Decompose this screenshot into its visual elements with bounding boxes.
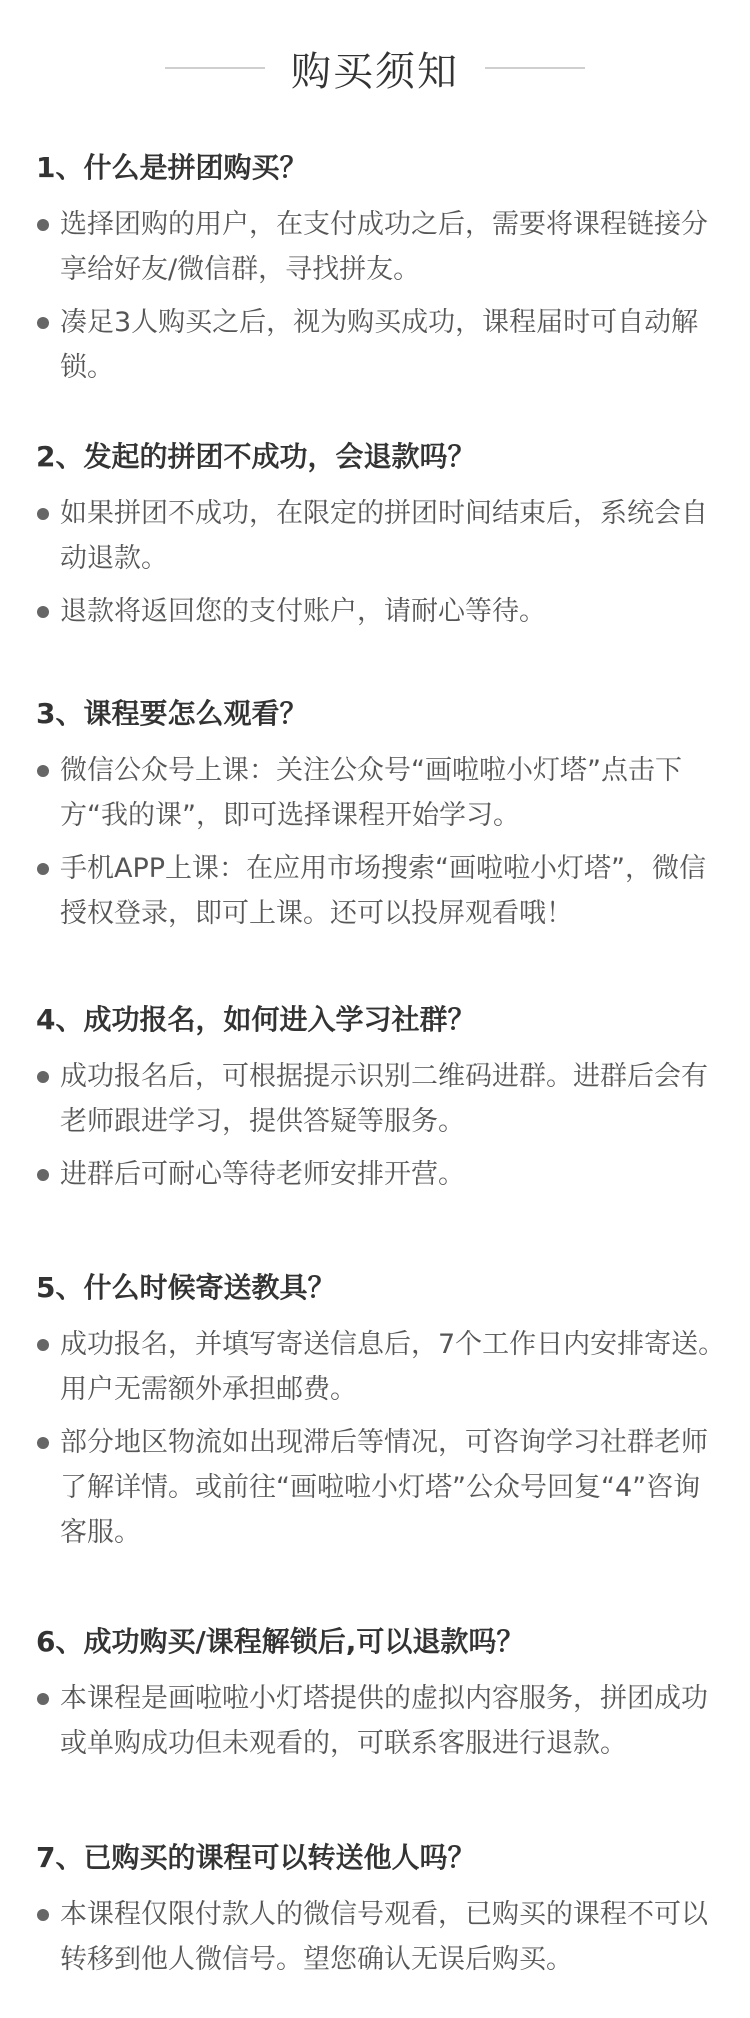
bullet-icon: [37, 1909, 49, 1921]
faq-answer-text: 成功报名后，可根据提示识别二维码进群。进群后会有老师跟进学习，提供答疑等服务。: [60, 1061, 708, 1137]
bullet-icon: [37, 606, 49, 618]
bullet-icon: [37, 765, 49, 777]
faq-section-7: [36, 1838, 726, 1990]
faq-question-7: 7、已购买的课程可以转送他人吗？: [36, 1841, 476, 1874]
bullet-icon: [37, 219, 49, 231]
faq-answer-text: 如果拼团不成功，在限定的拼团时间结束后，系统会自动退款。: [60, 498, 708, 574]
header-divider-right: [485, 67, 585, 69]
faq-answer-text: 退款将返回您的支付账户，请耐心等待。: [60, 596, 546, 627]
faq-answer-item: [36, 202, 726, 292]
faq-answer-item: [36, 1322, 726, 1412]
faq-answer-text: 手机APP上课：在应用市场搜索“画啦啦小灯塔”，微信授权登录，即可上课。还可以投屏观看哦！: [60, 853, 707, 929]
header-divider-left: [165, 67, 265, 69]
bullet-icon: [37, 1437, 49, 1449]
bullet-icon: [37, 863, 49, 875]
faq-answer-text: 部分地区物流如出现滞后等情况，可咨询学习社群老师了解详情。或前往“画啦啦小灯塔”公众号回复“4”咨询客服。: [60, 1427, 708, 1548]
faq-answer-item: [36, 748, 726, 838]
faq-answer-item: [36, 1152, 726, 1197]
faq-answer-text: 选择团购的用户，在支付成功之后，需要将课程链接分享给好友/微信群，寻找拼友。: [60, 209, 708, 285]
faq-answer-item: [36, 1054, 726, 1144]
faq-answer-text: 本课程仅限付款人的微信号观看，已购买的课程不可以转移到他人微信号。望您确认无误后购买。: [60, 1899, 708, 1975]
faq-question-2: 2、发起的拼团不成功，会退款吗？: [36, 440, 476, 473]
faq-answer-text: 进群后可耐心等待老师安排开营。: [60, 1159, 465, 1190]
bullet-icon: [37, 1169, 49, 1181]
faq-answer-text: 本课程是画啦啦小灯塔提供的虚拟内容服务，拼团成功或单购成功但未观看的，可联系客服进行退款。: [60, 1683, 708, 1759]
faq-section-4: [36, 1000, 726, 1205]
faq-answer-text: 微信公众号上课：关注公众号“画啦啦小灯塔”点击下方“我的课”，即可选择课程开始学习。: [60, 755, 682, 831]
bullet-icon: [37, 508, 49, 520]
faq-answer-item: [36, 589, 726, 634]
page-header: [0, 28, 750, 108]
faq-section-2: [36, 437, 726, 642]
faq-question-4: 4、成功报名，如何进入学习社群？: [36, 1003, 476, 1036]
faq-section-1: [36, 148, 726, 398]
faq-question-6: 6、成功购买/课程解锁后,可以退款吗？: [36, 1625, 525, 1658]
faq-question-5: 5、什么时候寄送教具？: [36, 1271, 336, 1304]
faq-answer-item: [36, 846, 726, 936]
page-title: 购买须知: [291, 48, 459, 95]
faq-answer-text: 凑足3人购买之后，视为购买成功，课程届时可自动解锁。: [60, 307, 699, 383]
faq-answer-item: [36, 1420, 726, 1555]
faq-answer-item: [36, 300, 726, 390]
faq-answer-item: [36, 491, 726, 581]
bullet-icon: [37, 1339, 49, 1351]
faq-question-1: 1、什么是拼团购买？: [36, 151, 308, 184]
faq-answer-item: [36, 1892, 726, 1982]
bullet-icon: [37, 1071, 49, 1083]
bullet-icon: [37, 317, 49, 329]
faq-answer-item: [36, 1676, 726, 1766]
faq-section-5: [36, 1268, 726, 1563]
faq-answer-text: 成功报名，并填写寄送信息后，7个工作日内安排寄送。用户无需额外承担邮费。: [60, 1329, 726, 1405]
bullet-icon: [37, 1693, 49, 1705]
faq-section-6: [36, 1622, 726, 1774]
faq-section-3: [36, 694, 726, 944]
faq-question-3: 3、课程要怎么观看？: [36, 697, 308, 730]
